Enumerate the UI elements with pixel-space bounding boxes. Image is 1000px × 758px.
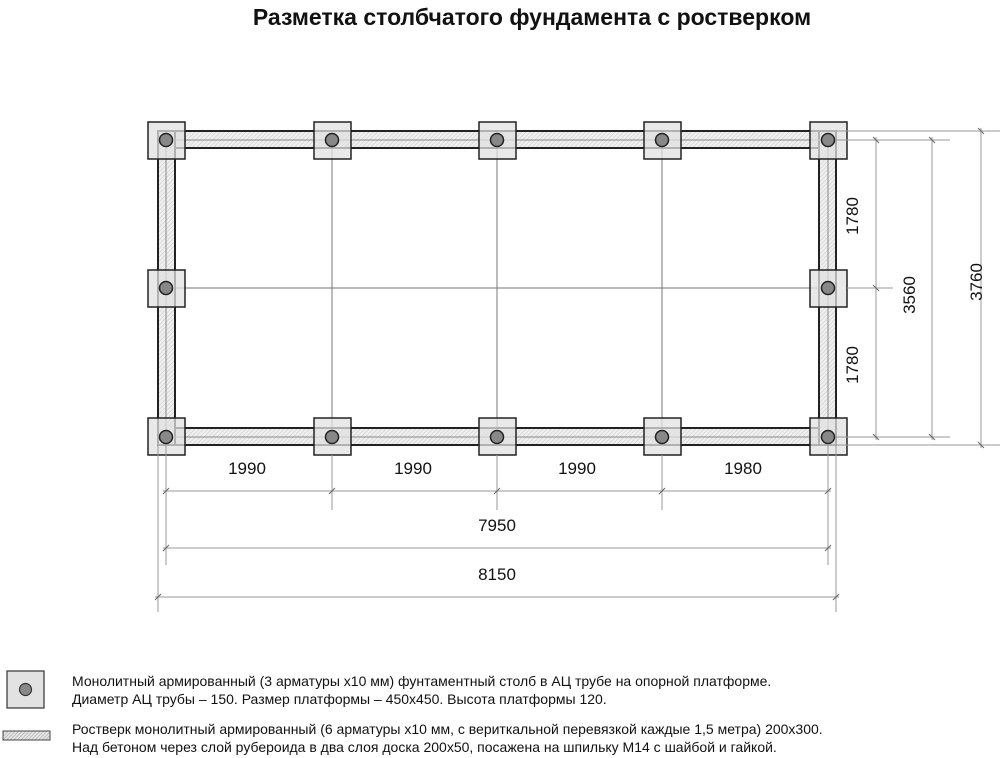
pile-bottom-4 xyxy=(644,418,681,455)
dim-span-vertical-2: 1780 xyxy=(843,346,862,384)
dim-axes-total-width: 7950 xyxy=(478,516,516,535)
pile-bottom-2 xyxy=(314,418,351,455)
grillage-description-line-1: Ростверк монолитный армированный (6 арматуры х10 мм, с вериткальной перевязкой каждые 1,5 метра) 200х300. xyxy=(72,721,823,737)
pile-mid-left xyxy=(148,270,185,307)
pile-description-line-1: Монолитный армированный (3 арматуры х10 мм) фунтаментный столб в АЦ трубе на опорной платформе. xyxy=(72,673,772,689)
grillage-description-line-2: Над бетоном через слой рубероида в два слоя доска 200х50, посажена на шпильку М14 с шайбой и гайкой. xyxy=(72,739,777,755)
legend-grillage xyxy=(0,718,1000,758)
pile-top-4 xyxy=(644,122,681,159)
axis-lines xyxy=(166,140,828,437)
pile-mid-right xyxy=(810,270,847,307)
drawing-title: Разметка столбчатого фундамента с ростверком xyxy=(252,4,812,30)
dim-span-2: 1990 xyxy=(394,459,432,478)
legend-pile xyxy=(0,670,1000,710)
dim-overall-width: 8150 xyxy=(478,565,516,584)
pile-bottom-3 xyxy=(479,418,516,455)
pile-top-3 xyxy=(479,122,516,159)
grillage-legend-icon xyxy=(2,730,52,742)
dim-overall-height: 3760 xyxy=(967,263,986,301)
dim-span-vertical-1: 1780 xyxy=(843,197,862,235)
dim-span-3: 1990 xyxy=(558,459,596,478)
pile-legend-icon xyxy=(6,670,46,710)
dim-axes-total-height: 3560 xyxy=(900,276,919,314)
dim-span-1: 1990 xyxy=(228,459,266,478)
dim-span-4: 1980 xyxy=(724,459,762,478)
pile-top-1 xyxy=(148,122,185,159)
pile-description-line-2: Диаметр АЦ трубы – 150. Размер платформы – 450х450. Высота платформы 120. xyxy=(72,691,607,707)
pile-top-2 xyxy=(314,122,351,159)
